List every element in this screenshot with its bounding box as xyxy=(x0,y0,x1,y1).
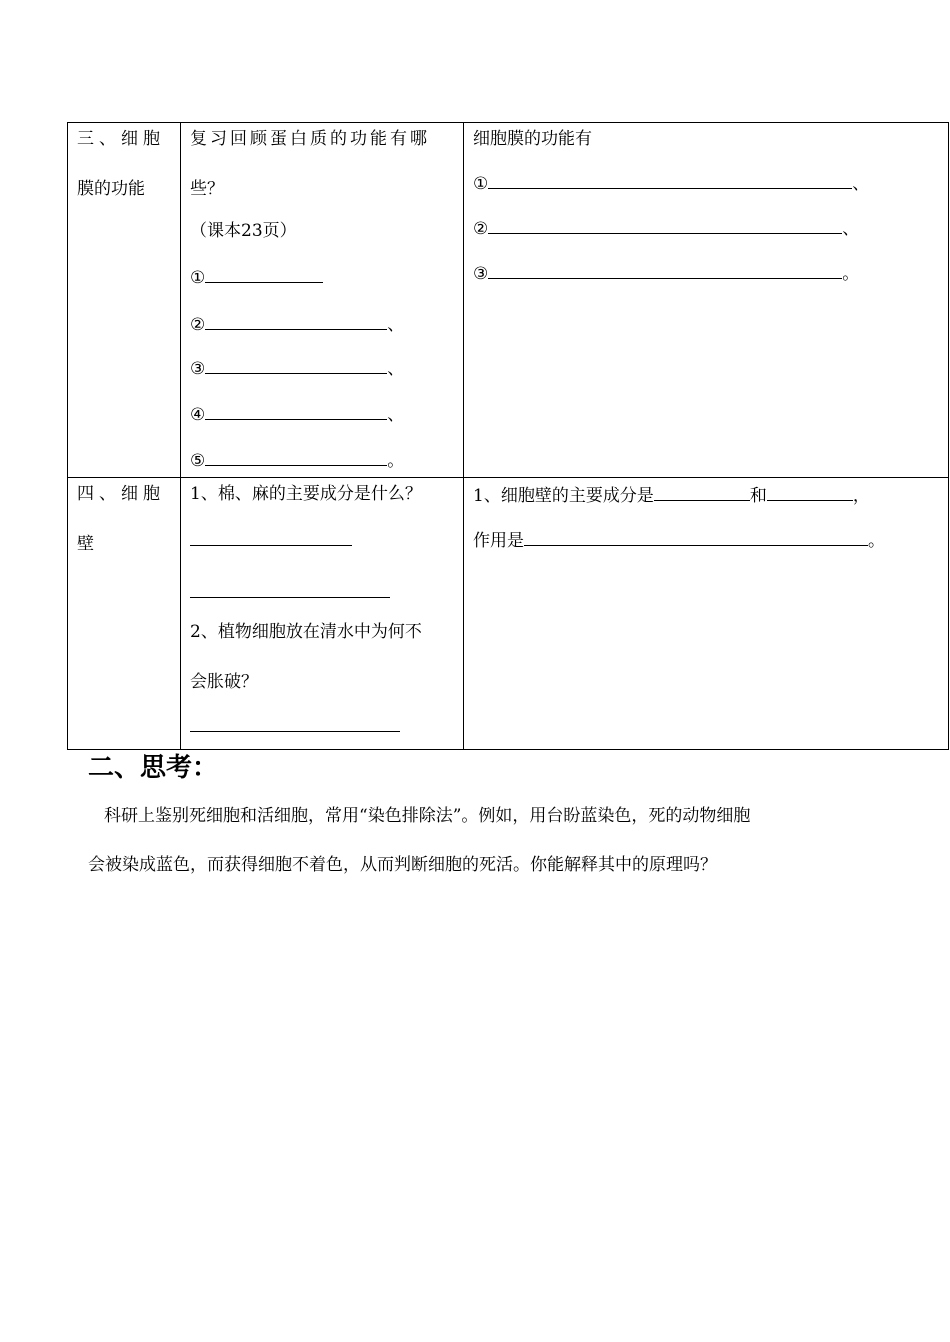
answer-title: 细胞膜的功能有 xyxy=(473,129,592,149)
question-2-line2: 会胀破？ xyxy=(190,672,258,692)
question-1: 1、棉、麻的主要成分是什么？ xyxy=(190,484,422,504)
list-item: ④ 、 xyxy=(190,402,454,426)
answer-blank[interactable] xyxy=(767,483,853,501)
question-cell xyxy=(181,478,464,750)
list-item: ① 、 xyxy=(473,171,939,195)
answer-blank[interactable] xyxy=(488,171,852,189)
answer-blank[interactable] xyxy=(190,714,400,732)
section-title: 二、思考： xyxy=(88,753,219,783)
answer-blank-row xyxy=(190,580,454,604)
cell-wall-answer-line2: 作用是 。 xyxy=(473,528,939,552)
row-heading-line2: 膜的功能 xyxy=(77,179,145,199)
worksheet-table xyxy=(67,122,949,750)
answer-blank[interactable] xyxy=(205,265,323,283)
row-heading-line1: 三、细胞 xyxy=(77,129,165,149)
list-item: ② 、 xyxy=(473,216,939,240)
row-heading-line2: 壁 xyxy=(77,534,94,554)
answer-blank[interactable] xyxy=(190,580,390,598)
answer-blank[interactable] xyxy=(488,261,842,279)
answer-cell xyxy=(464,123,949,478)
list-item: ① xyxy=(190,265,454,289)
answer-blank-row xyxy=(190,528,454,552)
answer-blank[interactable] xyxy=(205,448,387,466)
question-line2: 些？ xyxy=(190,179,224,199)
row-heading-cell xyxy=(68,478,181,750)
answer-blank[interactable] xyxy=(654,483,750,501)
question-line1: 复习回顾蛋白质的功能有哪 xyxy=(190,129,430,149)
table-row-cell-membrane xyxy=(68,123,949,478)
list-item: ⑤ 。 xyxy=(190,448,454,472)
paragraph-line2: 会被染成蓝色，而获得细胞不着色，从而判断细胞的死活。你能解释其中的原理吗？ xyxy=(88,855,717,875)
row-heading-line1: 四、细胞 xyxy=(77,484,165,504)
answer-blank[interactable] xyxy=(190,528,352,546)
answer-blank[interactable] xyxy=(205,356,387,374)
paragraph-line1: 科研上鉴别死细胞和活细胞，常用“染色排除法”。例如，用台盼蓝染色，死的动物细胞 xyxy=(104,806,751,826)
question-2-line1: 2、植物细胞放在清水中为何不 xyxy=(190,622,422,642)
answer-blank-row xyxy=(190,714,454,738)
question-cell xyxy=(181,123,464,478)
list-item: ③ 。 xyxy=(473,261,939,285)
answer-blank[interactable] xyxy=(488,216,842,234)
row-heading-cell xyxy=(68,123,181,478)
question-reference: （课本23页） xyxy=(190,221,297,241)
list-item: ③ 、 xyxy=(190,356,454,380)
table-row-cell-wall xyxy=(68,478,949,750)
answer-cell xyxy=(464,478,949,750)
list-item: ② 、 xyxy=(190,312,454,336)
answer-blank[interactable] xyxy=(205,312,387,330)
cell-wall-answer-line1: 1、细胞壁的主要成分是 和 ， xyxy=(473,483,939,507)
answer-blank[interactable] xyxy=(205,402,387,420)
answer-blank[interactable] xyxy=(524,528,868,546)
